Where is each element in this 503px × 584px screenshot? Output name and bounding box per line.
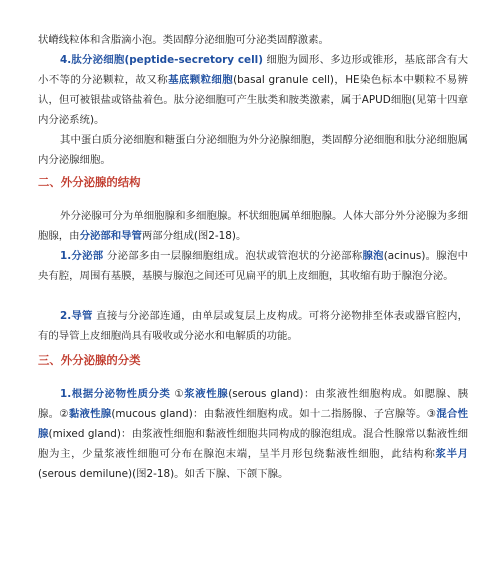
- paragraph-peptide-cell: 4.肽分泌细胞(peptide-secretory cell) 细胞为圆形、多边形或锥形，基底部含有大小不等的分泌颗粒，故又称基底颗粒细胞(basal granule cell)，HE染色标本中颗粒不易辨认，但可被银盐或铬盐着色。肽分泌细胞可产生肽类和胺类激素，属于APUD细胞(见第十四章内分泌系统)。: [38, 54, 469, 126]
- paragraph-duct: 2.导管 直接与分泌部连通，由单层或复层上皮构成。可将分泌物排至体表或器官腔内，有的导管上皮细胞尚具有吸收或分泌水和电解质的功能。: [38, 310, 468, 342]
- term-serous-demilune: 浆半月: [435, 448, 469, 460]
- term-mucous-gland: 黏液性腺: [68, 408, 112, 420]
- paragraph-classification: 其中蛋白质分泌细胞和糖蛋白分泌细胞为外分泌腺细胞，类固醇分泌细胞和肽分泌细胞属内分泌腺细胞。: [38, 134, 468, 166]
- section-heading-structure: 二、外分泌腺的结构: [38, 175, 141, 189]
- term-acinus: 腺泡: [362, 250, 384, 262]
- term-duct: 2.导管: [60, 310, 93, 322]
- term-peptide-cell: 4.肽分泌细胞(peptide-secretory cell): [60, 54, 263, 66]
- section-heading-classification: 三、外分泌腺的分类: [38, 353, 141, 367]
- term-by-secretion: 1.根据分泌物性质分类: [60, 388, 171, 400]
- term-secretory-part: 1.分泌部: [60, 250, 104, 262]
- term-secretory-duct: 分泌部和导管: [79, 230, 142, 242]
- paragraph-secretory-part: 1.分泌部 分泌部多由一层腺细胞组成。泡状或管泡状的分泌部称腺泡(acinus)。腺泡中央有腔，周围有基膜，基膜与腺泡之间还可见扁平的肌上皮细胞，其收缩有助于腺泡分泌。: [38, 250, 468, 282]
- term-mixed-gland: 混合性腺: [38, 408, 469, 440]
- paragraph-secretion-types: 1.根据分泌物性质分类 ①浆液性腺(serous gland)：由浆液性细胞构成。如腮腺、胰腺。②黏液性腺(mucous gland)：由黏液性细胞构成。如十二指肠腺、子宫腺等。③混合性腺(mixed gland)：由浆液性细胞和黏液性细胞共同构成的腺泡组成。混合性腺常以黏液性细胞为主，少量浆液性细胞可分布在腺泡末端，呈半月形包绕黏液性细胞，此结构称浆半月(serous demilune)(图2-18)。如舌下腺、下颌下腺。: [38, 388, 469, 480]
- paragraph-continuation: 状嵴线粒体和含脂滴小泡。类固醇分泌细胞可分泌类固醇激素。: [38, 34, 329, 46]
- term-serous-gland: 浆液性腺: [184, 388, 229, 400]
- term-basal-granule: 基底颗粒细胞: [168, 74, 234, 86]
- paragraph-structure-intro: 外分泌腺可分为单细胞腺和多细胞腺。杯状细胞属单细胞腺。人体大部分外分泌腺为多细胞腺，由分泌部和导管两部分组成(图2-18)。: [38, 210, 468, 242]
